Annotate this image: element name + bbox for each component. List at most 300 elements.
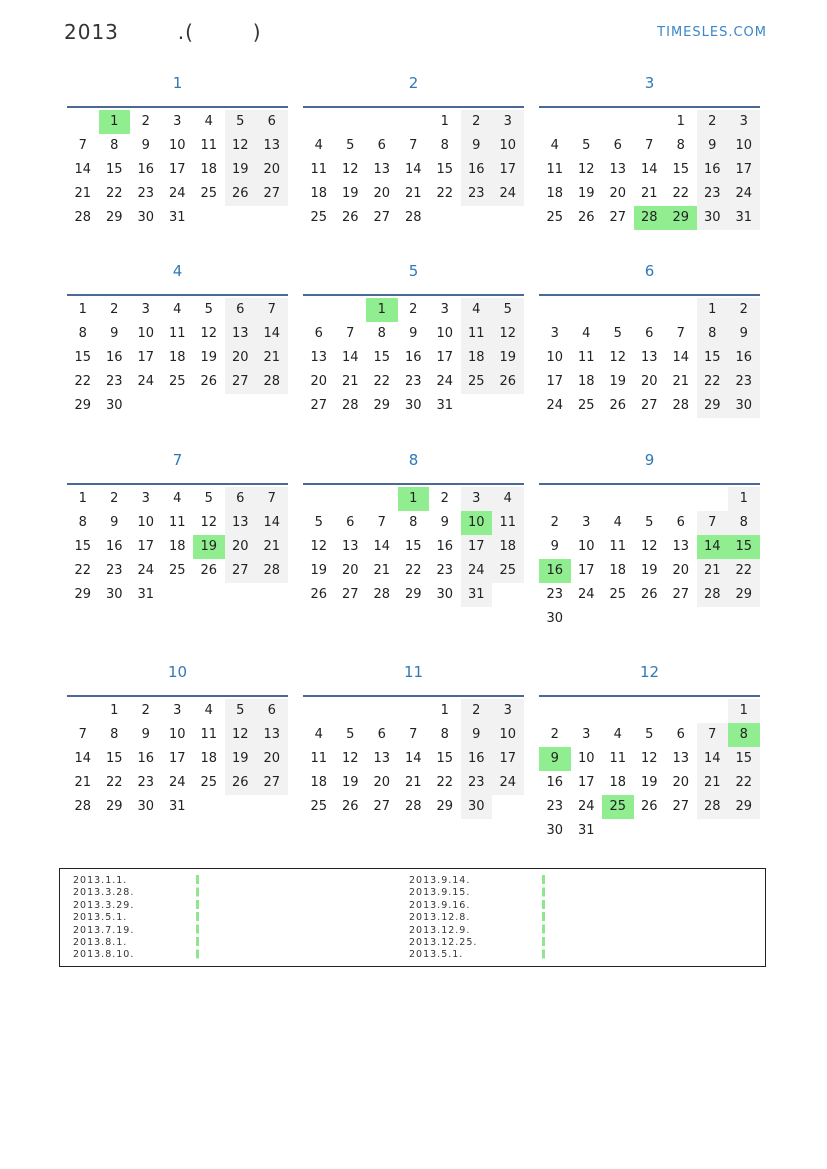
day-cell[interactable]: 29 bbox=[74, 587, 92, 602]
day-cell[interactable]: 2 bbox=[440, 491, 449, 506]
day-cell[interactable]: 31 bbox=[137, 587, 155, 602]
day-cell[interactable]: 7 bbox=[256, 298, 288, 322]
day-cell[interactable]: 20 bbox=[373, 186, 391, 201]
day-cell[interactable]: 23 bbox=[546, 587, 564, 602]
day-cell[interactable]: 1 bbox=[398, 487, 430, 511]
day-cell[interactable]: 13 bbox=[609, 162, 627, 177]
day-cell[interactable]: 7 bbox=[409, 727, 418, 742]
day-cell[interactable]: 20 bbox=[672, 775, 690, 790]
day-cell[interactable]: 14 bbox=[341, 350, 359, 365]
day-cell[interactable]: 6 bbox=[377, 727, 386, 742]
day-cell[interactable]: 19 bbox=[341, 775, 359, 790]
day-cell[interactable]: 27 bbox=[373, 799, 391, 814]
day-cell[interactable]: 14 bbox=[256, 322, 288, 346]
day-cell[interactable]: 24 bbox=[492, 771, 524, 795]
day-cell[interactable]: 2 bbox=[728, 298, 760, 322]
day-cell[interactable]: 3 bbox=[461, 487, 493, 511]
day-cell[interactable]: 31 bbox=[168, 210, 186, 225]
day-cell[interactable]: 9 bbox=[697, 134, 729, 158]
day-cell[interactable]: 18 bbox=[200, 751, 218, 766]
day-cell[interactable]: 14 bbox=[697, 535, 729, 559]
day-cell[interactable]: 23 bbox=[105, 563, 123, 578]
day-cell[interactable]: 10 bbox=[436, 326, 454, 341]
day-cell[interactable]: 17 bbox=[577, 563, 595, 578]
day-cell[interactable]: 3 bbox=[550, 326, 559, 341]
day-cell[interactable]: 20 bbox=[225, 535, 257, 559]
day-cell[interactable]: 19 bbox=[193, 535, 225, 559]
day-cell[interactable]: 25 bbox=[310, 210, 328, 225]
day-cell[interactable]: 29 bbox=[74, 398, 92, 413]
day-cell[interactable]: 28 bbox=[404, 210, 422, 225]
day-cell[interactable]: 13 bbox=[373, 162, 391, 177]
day-cell[interactable]: 11 bbox=[168, 326, 186, 341]
day-cell[interactable]: 16 bbox=[137, 751, 155, 766]
day-cell[interactable]: 22 bbox=[697, 370, 729, 394]
day-cell[interactable]: 3 bbox=[582, 727, 591, 742]
day-cell[interactable]: 27 bbox=[256, 182, 288, 206]
day-cell[interactable]: 25 bbox=[168, 563, 186, 578]
day-cell[interactable]: 24 bbox=[577, 587, 595, 602]
day-cell[interactable]: 5 bbox=[613, 326, 622, 341]
day-cell[interactable]: 13 bbox=[672, 539, 690, 554]
day-cell[interactable]: 31 bbox=[461, 583, 493, 607]
day-cell[interactable]: 4 bbox=[582, 326, 591, 341]
day-cell[interactable]: 13 bbox=[256, 723, 288, 747]
day-cell[interactable]: 17 bbox=[436, 350, 454, 365]
day-cell[interactable]: 13 bbox=[310, 350, 328, 365]
day-cell[interactable]: 20 bbox=[256, 158, 288, 182]
day-cell[interactable]: 26 bbox=[225, 771, 257, 795]
day-cell[interactable]: 11 bbox=[492, 511, 524, 535]
day-cell[interactable]: 6 bbox=[225, 487, 257, 511]
day-cell[interactable]: 26 bbox=[577, 210, 595, 225]
day-cell[interactable]: 7 bbox=[256, 487, 288, 511]
day-cell[interactable]: 17 bbox=[546, 374, 564, 389]
day-cell[interactable]: 15 bbox=[74, 539, 92, 554]
day-cell[interactable]: 9 bbox=[141, 138, 150, 153]
day-cell[interactable]: 27 bbox=[256, 771, 288, 795]
day-cell[interactable]: 18 bbox=[168, 350, 186, 365]
day-cell[interactable]: 6 bbox=[346, 515, 355, 530]
day-cell[interactable]: 16 bbox=[539, 559, 571, 583]
day-cell[interactable]: 2 bbox=[550, 727, 559, 742]
day-cell[interactable]: 25 bbox=[546, 210, 564, 225]
day-cell[interactable]: 24 bbox=[728, 182, 760, 206]
day-cell[interactable]: 29 bbox=[728, 795, 760, 819]
day-cell[interactable]: 10 bbox=[492, 723, 524, 747]
day-cell[interactable]: 12 bbox=[640, 751, 658, 766]
day-cell[interactable]: 17 bbox=[137, 539, 155, 554]
day-cell[interactable]: 21 bbox=[672, 374, 690, 389]
day-cell[interactable]: 26 bbox=[640, 587, 658, 602]
day-cell[interactable]: 25 bbox=[310, 799, 328, 814]
day-cell[interactable]: 8 bbox=[676, 138, 685, 153]
day-cell[interactable]: 21 bbox=[697, 559, 729, 583]
day-cell[interactable]: 25 bbox=[577, 398, 595, 413]
day-cell[interactable]: 28 bbox=[373, 587, 391, 602]
day-cell[interactable]: 16 bbox=[546, 775, 564, 790]
day-cell[interactable]: 1 bbox=[366, 298, 398, 322]
day-cell[interactable]: 22 bbox=[74, 563, 92, 578]
day-cell[interactable]: 6 bbox=[676, 515, 685, 530]
day-cell[interactable]: 2 bbox=[110, 491, 119, 506]
day-cell[interactable]: 6 bbox=[377, 138, 386, 153]
day-cell[interactable]: 16 bbox=[105, 350, 123, 365]
day-cell[interactable]: 8 bbox=[728, 723, 760, 747]
day-cell[interactable]: 4 bbox=[314, 138, 323, 153]
day-cell[interactable]: 26 bbox=[492, 370, 524, 394]
day-cell[interactable]: 12 bbox=[577, 162, 595, 177]
day-cell[interactable]: 19 bbox=[492, 346, 524, 370]
day-cell[interactable]: 24 bbox=[137, 563, 155, 578]
day-cell[interactable]: 11 bbox=[609, 539, 627, 554]
day-cell[interactable]: 25 bbox=[461, 370, 493, 394]
day-cell[interactable]: 28 bbox=[697, 583, 729, 607]
day-cell[interactable]: 14 bbox=[74, 162, 92, 177]
day-cell[interactable]: 5 bbox=[204, 302, 213, 317]
day-cell[interactable]: 21 bbox=[404, 186, 422, 201]
day-cell[interactable]: 24 bbox=[168, 186, 186, 201]
day-cell[interactable]: 23 bbox=[697, 182, 729, 206]
day-cell[interactable]: 18 bbox=[492, 535, 524, 559]
day-cell[interactable]: 6 bbox=[613, 138, 622, 153]
day-cell[interactable]: 8 bbox=[728, 511, 760, 535]
day-cell[interactable]: 3 bbox=[141, 302, 150, 317]
day-cell[interactable]: 29 bbox=[436, 799, 454, 814]
day-cell[interactable]: 3 bbox=[141, 491, 150, 506]
day-cell[interactable]: 1 bbox=[676, 114, 685, 129]
day-cell[interactable]: 31 bbox=[168, 799, 186, 814]
day-cell[interactable]: 16 bbox=[461, 747, 493, 771]
day-cell[interactable]: 28 bbox=[74, 210, 92, 225]
day-cell[interactable]: 22 bbox=[728, 771, 760, 795]
day-cell[interactable]: 13 bbox=[341, 539, 359, 554]
day-cell[interactable]: 15 bbox=[105, 162, 123, 177]
day-cell[interactable]: 5 bbox=[314, 515, 323, 530]
day-cell[interactable]: 6 bbox=[256, 110, 288, 134]
day-cell[interactable]: 4 bbox=[173, 491, 182, 506]
day-cell[interactable]: 2 bbox=[141, 703, 150, 718]
day-cell[interactable]: 14 bbox=[404, 751, 422, 766]
day-cell[interactable]: 22 bbox=[728, 559, 760, 583]
day-cell[interactable]: 5 bbox=[582, 138, 591, 153]
day-cell[interactable]: 10 bbox=[546, 350, 564, 365]
day-cell[interactable]: 10 bbox=[168, 138, 186, 153]
day-cell[interactable]: 12 bbox=[341, 751, 359, 766]
day-cell[interactable]: 7 bbox=[346, 326, 355, 341]
day-cell[interactable]: 26 bbox=[341, 210, 359, 225]
day-cell[interactable]: 5 bbox=[346, 727, 355, 742]
day-cell[interactable]: 26 bbox=[200, 563, 218, 578]
day-cell[interactable]: 11 bbox=[461, 322, 493, 346]
day-cell[interactable]: 23 bbox=[461, 182, 493, 206]
day-cell[interactable]: 6 bbox=[645, 326, 654, 341]
day-cell[interactable]: 24 bbox=[546, 398, 564, 413]
day-cell[interactable]: 22 bbox=[404, 563, 422, 578]
day-cell[interactable]: 18 bbox=[461, 346, 493, 370]
day-cell[interactable]: 10 bbox=[728, 134, 760, 158]
day-cell[interactable]: 9 bbox=[110, 326, 119, 341]
day-cell[interactable]: 13 bbox=[256, 134, 288, 158]
day-cell[interactable]: 8 bbox=[78, 515, 87, 530]
day-cell[interactable]: 5 bbox=[346, 138, 355, 153]
day-cell[interactable]: 10 bbox=[168, 727, 186, 742]
day-cell[interactable]: 30 bbox=[105, 398, 123, 413]
day-cell[interactable]: 29 bbox=[404, 587, 422, 602]
day-cell[interactable]: 1 bbox=[78, 491, 87, 506]
day-cell[interactable]: 7 bbox=[676, 326, 685, 341]
day-cell[interactable]: 3 bbox=[582, 515, 591, 530]
day-cell[interactable]: 23 bbox=[728, 370, 760, 394]
day-cell[interactable]: 30 bbox=[436, 587, 454, 602]
day-cell[interactable]: 7 bbox=[78, 138, 87, 153]
day-cell[interactable]: 23 bbox=[436, 563, 454, 578]
day-cell[interactable]: 2 bbox=[550, 515, 559, 530]
day-cell[interactable]: 3 bbox=[492, 110, 524, 134]
day-cell[interactable]: 4 bbox=[613, 515, 622, 530]
day-cell[interactable]: 1 bbox=[440, 703, 449, 718]
day-cell[interactable]: 21 bbox=[74, 775, 92, 790]
day-cell[interactable]: 23 bbox=[546, 799, 564, 814]
day-cell[interactable]: 26 bbox=[341, 799, 359, 814]
day-cell[interactable]: 18 bbox=[200, 162, 218, 177]
day-cell[interactable]: 24 bbox=[461, 559, 493, 583]
day-cell[interactable]: 15 bbox=[404, 539, 422, 554]
day-cell[interactable]: 16 bbox=[137, 162, 155, 177]
day-cell[interactable]: 11 bbox=[310, 751, 328, 766]
day-cell[interactable]: 28 bbox=[256, 370, 288, 394]
day-cell[interactable]: 14 bbox=[672, 350, 690, 365]
day-cell[interactable]: 13 bbox=[672, 751, 690, 766]
day-cell[interactable]: 23 bbox=[137, 775, 155, 790]
day-cell[interactable]: 8 bbox=[110, 138, 119, 153]
day-cell[interactable]: 3 bbox=[492, 699, 524, 723]
day-cell[interactable]: 12 bbox=[341, 162, 359, 177]
day-cell[interactable]: 10 bbox=[461, 511, 493, 535]
day-cell[interactable]: 13 bbox=[225, 511, 257, 535]
day-cell[interactable]: 21 bbox=[404, 775, 422, 790]
day-cell[interactable]: 17 bbox=[577, 775, 595, 790]
day-cell[interactable]: 18 bbox=[546, 186, 564, 201]
day-cell[interactable]: 19 bbox=[609, 374, 627, 389]
day-cell[interactable]: 10 bbox=[577, 751, 595, 766]
day-cell[interactable]: 5 bbox=[204, 491, 213, 506]
day-cell[interactable]: 15 bbox=[105, 751, 123, 766]
day-cell[interactable]: 30 bbox=[728, 394, 760, 418]
day-cell[interactable]: 26 bbox=[225, 182, 257, 206]
day-cell[interactable]: 21 bbox=[640, 186, 658, 201]
day-cell[interactable]: 29 bbox=[105, 210, 123, 225]
day-cell[interactable]: 4 bbox=[173, 302, 182, 317]
day-cell[interactable]: 17 bbox=[492, 158, 524, 182]
day-cell[interactable]: 17 bbox=[137, 350, 155, 365]
day-cell[interactable]: 7 bbox=[409, 138, 418, 153]
day-cell[interactable]: 6 bbox=[676, 727, 685, 742]
day-cell[interactable]: 12 bbox=[640, 539, 658, 554]
day-cell[interactable]: 15 bbox=[672, 162, 690, 177]
day-cell[interactable]: 31 bbox=[728, 206, 760, 230]
day-cell[interactable]: 15 bbox=[728, 535, 760, 559]
day-cell[interactable]: 8 bbox=[440, 727, 449, 742]
day-cell[interactable]: 27 bbox=[640, 398, 658, 413]
day-cell[interactable]: 16 bbox=[105, 539, 123, 554]
day-cell[interactable]: 4 bbox=[613, 727, 622, 742]
day-cell[interactable]: 2 bbox=[110, 302, 119, 317]
day-cell[interactable]: 28 bbox=[74, 799, 92, 814]
day-cell[interactable]: 19 bbox=[640, 563, 658, 578]
day-cell[interactable]: 11 bbox=[546, 162, 564, 177]
day-cell[interactable]: 23 bbox=[105, 374, 123, 389]
day-cell[interactable]: 27 bbox=[373, 210, 391, 225]
day-cell[interactable]: 15 bbox=[373, 350, 391, 365]
day-cell[interactable]: 4 bbox=[314, 727, 323, 742]
day-cell[interactable]: 29 bbox=[697, 394, 729, 418]
day-cell[interactable]: 15 bbox=[74, 350, 92, 365]
day-cell[interactable]: 19 bbox=[225, 158, 257, 182]
day-cell[interactable]: 14 bbox=[256, 511, 288, 535]
day-cell[interactable]: 18 bbox=[310, 186, 328, 201]
day-cell[interactable]: 12 bbox=[609, 350, 627, 365]
day-cell[interactable]: 21 bbox=[256, 535, 288, 559]
day-cell[interactable]: 6 bbox=[256, 699, 288, 723]
day-cell[interactable]: 5 bbox=[225, 699, 257, 723]
day-cell[interactable]: 14 bbox=[74, 751, 92, 766]
day-cell[interactable]: 31 bbox=[577, 823, 595, 838]
day-cell[interactable]: 5 bbox=[645, 727, 654, 742]
day-cell[interactable]: 17 bbox=[728, 158, 760, 182]
day-cell[interactable]: 9 bbox=[440, 515, 449, 530]
day-cell[interactable]: 29 bbox=[728, 583, 760, 607]
day-cell[interactable]: 19 bbox=[577, 186, 595, 201]
day-cell[interactable]: 27 bbox=[310, 398, 328, 413]
day-cell[interactable]: 15 bbox=[436, 162, 454, 177]
day-cell[interactable]: 25 bbox=[609, 587, 627, 602]
day-cell[interactable]: 4 bbox=[550, 138, 559, 153]
day-cell[interactable]: 20 bbox=[225, 346, 257, 370]
day-cell[interactable]: 8 bbox=[697, 322, 729, 346]
day-cell[interactable]: 22 bbox=[74, 374, 92, 389]
day-cell[interactable]: 18 bbox=[577, 374, 595, 389]
day-cell[interactable]: 24 bbox=[137, 374, 155, 389]
day-cell[interactable]: 17 bbox=[168, 751, 186, 766]
day-cell[interactable]: 9 bbox=[110, 515, 119, 530]
day-cell[interactable]: 2 bbox=[409, 302, 418, 317]
day-cell[interactable]: 21 bbox=[256, 346, 288, 370]
day-cell[interactable]: 14 bbox=[697, 747, 729, 771]
day-cell[interactable]: 25 bbox=[200, 186, 218, 201]
day-cell[interactable]: 11 bbox=[168, 515, 186, 530]
day-cell[interactable]: 12 bbox=[310, 539, 328, 554]
day-cell[interactable]: 30 bbox=[546, 823, 564, 838]
day-cell[interactable]: 13 bbox=[640, 350, 658, 365]
day-cell[interactable]: 4 bbox=[492, 487, 524, 511]
day-cell[interactable]: 20 bbox=[609, 186, 627, 201]
day-cell[interactable]: 19 bbox=[225, 747, 257, 771]
day-cell[interactable]: 9 bbox=[141, 727, 150, 742]
day-cell[interactable]: 28 bbox=[341, 398, 359, 413]
day-cell[interactable]: 4 bbox=[461, 298, 493, 322]
day-cell[interactable]: 21 bbox=[341, 374, 359, 389]
day-cell[interactable]: 31 bbox=[436, 398, 454, 413]
day-cell[interactable]: 15 bbox=[728, 747, 760, 771]
day-cell[interactable]: 24 bbox=[168, 775, 186, 790]
day-cell[interactable]: 2 bbox=[141, 114, 150, 129]
day-cell[interactable]: 15 bbox=[697, 346, 729, 370]
day-cell[interactable]: 27 bbox=[225, 559, 257, 583]
day-cell[interactable]: 1 bbox=[697, 298, 729, 322]
day-cell[interactable]: 5 bbox=[645, 515, 654, 530]
day-cell[interactable]: 7 bbox=[697, 723, 729, 747]
day-cell[interactable]: 28 bbox=[672, 398, 690, 413]
day-cell[interactable]: 27 bbox=[672, 587, 690, 602]
day-cell[interactable]: 20 bbox=[640, 374, 658, 389]
day-cell[interactable]: 16 bbox=[697, 158, 729, 182]
day-cell[interactable]: 22 bbox=[436, 186, 454, 201]
day-cell[interactable]: 28 bbox=[697, 795, 729, 819]
day-cell[interactable]: 17 bbox=[492, 747, 524, 771]
day-cell[interactable]: 12 bbox=[225, 723, 257, 747]
day-cell[interactable]: 21 bbox=[697, 771, 729, 795]
day-cell[interactable]: 13 bbox=[225, 322, 257, 346]
day-cell[interactable]: 17 bbox=[168, 162, 186, 177]
day-cell[interactable]: 1 bbox=[78, 302, 87, 317]
day-cell[interactable]: 27 bbox=[225, 370, 257, 394]
day-cell[interactable]: 22 bbox=[105, 186, 123, 201]
day-cell[interactable]: 12 bbox=[200, 515, 218, 530]
day-cell[interactable]: 25 bbox=[168, 374, 186, 389]
day-cell[interactable]: 11 bbox=[200, 727, 218, 742]
day-cell[interactable]: 13 bbox=[373, 751, 391, 766]
day-cell[interactable]: 10 bbox=[577, 539, 595, 554]
day-cell[interactable]: 3 bbox=[440, 302, 449, 317]
day-cell[interactable]: 3 bbox=[173, 114, 182, 129]
day-cell[interactable]: 20 bbox=[310, 374, 328, 389]
day-cell[interactable]: 20 bbox=[341, 563, 359, 578]
day-cell[interactable]: 21 bbox=[74, 186, 92, 201]
day-cell[interactable]: 29 bbox=[373, 398, 391, 413]
day-cell[interactable]: 6 bbox=[314, 326, 323, 341]
day-cell[interactable]: 9 bbox=[539, 747, 571, 771]
day-cell[interactable]: 16 bbox=[436, 539, 454, 554]
day-cell[interactable]: 8 bbox=[409, 515, 418, 530]
day-cell[interactable]: 9 bbox=[550, 539, 559, 554]
day-cell[interactable]: 14 bbox=[373, 539, 391, 554]
day-cell[interactable]: 11 bbox=[577, 350, 595, 365]
day-cell[interactable]: 2 bbox=[697, 110, 729, 134]
day-cell[interactable]: 1 bbox=[110, 703, 119, 718]
day-cell[interactable]: 5 bbox=[225, 110, 257, 134]
day-cell[interactable]: 14 bbox=[640, 162, 658, 177]
day-cell[interactable]: 26 bbox=[609, 398, 627, 413]
day-cell[interactable]: 28 bbox=[256, 559, 288, 583]
day-cell[interactable]: 30 bbox=[137, 799, 155, 814]
day-cell[interactable]: 23 bbox=[404, 374, 422, 389]
day-cell[interactable]: 11 bbox=[609, 751, 627, 766]
day-cell[interactable]: 12 bbox=[200, 326, 218, 341]
day-cell[interactable]: 1 bbox=[728, 487, 760, 511]
day-cell[interactable]: 16 bbox=[728, 346, 760, 370]
day-cell[interactable]: 12 bbox=[225, 134, 257, 158]
day-cell[interactable]: 7 bbox=[645, 138, 654, 153]
day-cell[interactable]: 17 bbox=[461, 535, 493, 559]
day-cell[interactable]: 18 bbox=[168, 539, 186, 554]
day-cell[interactable]: 28 bbox=[404, 799, 422, 814]
day-cell[interactable]: 29 bbox=[665, 206, 697, 230]
day-cell[interactable]: 24 bbox=[577, 799, 595, 814]
day-cell[interactable]: 19 bbox=[200, 350, 218, 365]
day-cell[interactable]: 26 bbox=[640, 799, 658, 814]
day-cell[interactable]: 24 bbox=[492, 182, 524, 206]
